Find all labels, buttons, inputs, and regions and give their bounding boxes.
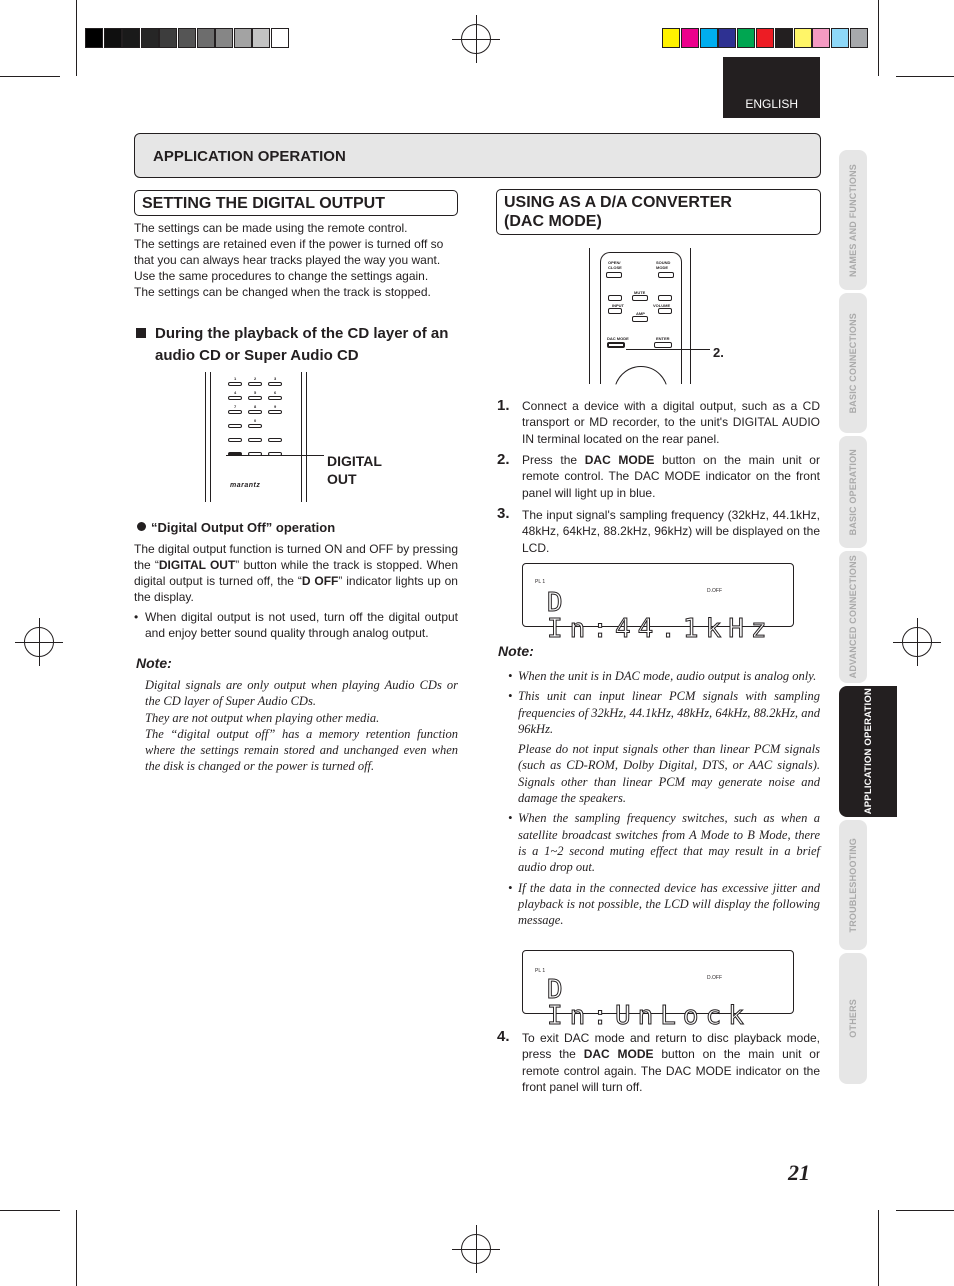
gray-swatch [178,28,196,48]
gray-swatch [159,28,177,48]
step-text [522,452,820,501]
remote-label: DAC MODE [607,336,629,341]
gray-swatch [141,28,159,48]
callout-line [226,455,324,456]
registration-mark [24,627,54,657]
callout-line [626,349,710,350]
color-swatch [737,28,755,48]
op-bold: D OFF [301,574,339,588]
op-paragraph [134,541,458,605]
op-text: The digital output function is turned ON and OFF by pressing the “ [134,542,458,572]
crop-mark [896,76,954,77]
note-line: They are not output when playing other media. [145,710,380,725]
gray-swatch [215,28,233,48]
note-line: Digital signals are only output when playing Audio CDs or the CD layer of Super Audio CDs. [145,678,458,709]
note-item: If the data in the connected device has excessive jitter and playback is not possible, the LCD will display the following message. [518,880,820,928]
left-note-title: Note: [136,655,172,671]
color-swatch [812,28,830,48]
remote-illustration-dac [589,248,691,384]
color-swatch [850,28,868,48]
left-heading: SETTING THE DIGITAL OUTPUT [142,195,385,212]
note-item: When the unit is in DAC mode, audio output is analog only. [518,669,817,683]
note-line: The “digital output off” has a memory retention function where the settings remain stored and unchanged even when the disk is changed or the power is turned off. [145,726,458,774]
op-text: ” indicator lights up on the display. [134,574,458,604]
op-text: ” button while the track is stopped. When digital output is turned off, the “ [134,558,459,588]
left-note-body [145,677,458,775]
dac-callout: 2. [713,345,724,360]
step-pre: Press the [522,453,585,467]
gray-swatch [234,28,252,48]
step-pre: To exit DAC mode and return to disc playback mode, press the [522,1031,820,1062]
color-swatch [831,28,849,48]
color-swatch [756,28,774,48]
intro-line: Use the same procedures to change the settings again. [134,269,429,283]
round-bullet-icon [137,522,146,531]
side-tab-names-functions[interactable] [839,150,867,290]
step-post: button on the main unit or remote control. The DAC MODE indicator on the front panel will light up in blue. [522,453,820,500]
crop-mark [878,1210,879,1286]
crop-mark [896,1210,954,1211]
page-number: 21 [788,1160,810,1185]
step-number: 3. [497,505,510,522]
registration-mark [461,1234,491,1264]
crop-mark [0,76,60,77]
crop-mark [0,1210,60,1211]
side-tab-label: BASIC OPERATION [848,448,858,536]
gray-swatch [197,28,215,48]
side-tab-label: OTHERS [848,999,858,1038]
crop-mark [76,0,77,76]
digital-out-callout: DIGITAL OUT [327,453,382,487]
side-tab-label: NAMES AND FUNCTIONS [848,163,858,277]
side-tab-label: APPLICATION OPERATION [862,688,874,815]
op-heading: “Digital Output Off” operation [151,520,336,535]
remote-brand: marantz [230,482,261,489]
op-bullet-text: When digital output is not used, turn off the digital output and enjoy better sound quality through analog output. [145,610,458,640]
language-tab [723,57,820,118]
square-bullet-icon [136,328,146,338]
step-number: 1. [497,397,510,414]
left-heading-box [134,190,458,216]
section-title: APPLICATION OPERATION [153,148,346,165]
step-bold: DAC MODE [583,1047,654,1062]
color-swatch [775,28,793,48]
left-subheading: During the playback of the CD layer of an audio CD or Super Audio CD [155,325,449,364]
side-tab-application-operation[interactable] [839,686,897,817]
intro-line: The settings can be made using the remote control. [134,221,408,235]
op-bullet: • When digital output is not used, turn off the digital output and enjoy better sound quality through analog output. [134,610,458,640]
remote-label: ENTER [656,336,670,341]
color-swatch [681,28,699,48]
remote-label: SOUND MODE [656,260,671,270]
step-text: Connect a device with a digital output, such as a CD transport or MD recorder, to the unit's DIGITAL AUDIO IN terminal located on the rear panel. [522,399,820,446]
side-tab-label: BASIC CONNECTIONS [848,312,858,414]
step-number: 4. [497,1028,510,1045]
remote-label: MUTE [634,290,646,295]
language-label: ENGLISH [745,97,798,111]
side-tab-others[interactable] [839,953,867,1084]
note-item: When the sampling frequency switches, such as when a satellite broadcast switches from A Mode to B Mode, there is a 1~2 second muting effect that may result in a brief audio drop out. [518,811,820,875]
lcd-indicator: PL 1 [535,968,546,974]
remote-label: VOLUME [653,303,671,308]
side-tab-troubleshooting[interactable] [839,820,867,950]
step-text: The input signal's sampling frequency (32kHz, 44.1kHz, 48kHz, 64kHz, 88.2kHz, 96kHz) will be displayed on the LCD. [522,508,820,555]
side-tab-label: TROUBLESHOOTING [848,837,858,933]
note-item: Please do not input signals other than linear PCM signals (such as CD-ROM, Dolby Digital, DTS, or AAC signals). Signals other than linear PCM may generate noise and damage the speakers. [518,742,820,806]
intro-line: The settings can be changed when the track is stopped. [134,285,431,299]
registration-mark [902,627,932,657]
lcd-indicator: D.OFF [707,588,722,594]
remote-label: AMP [636,311,645,316]
right-heading-line2: (DAC MODE) [504,213,602,230]
color-swatch [700,28,718,48]
step-number: 2. [497,451,510,468]
step-post: button on the main unit or remote control again. The DAC MODE indicator on the front panel will turn off. [522,1047,820,1094]
gray-swatch [104,28,122,48]
gray-swatch [85,28,103,48]
remote-illustration: 1 2 3 4 5 6 7 8 9 0 marantz [205,372,307,502]
right-heading-box [496,189,821,235]
side-tab-basic-operation[interactable] [839,436,867,548]
note-item: This unit can input linear PCM signals with sampling frequencies of 32kHz, 44.1kHz, 48kHz, 64kHz, 88.2kHz, and 96kHz. [518,689,820,736]
color-swatch [662,28,680,48]
right-heading-line1: USING AS A D/A CONVERTER [504,194,732,211]
side-tab-basic-connections[interactable] [839,293,867,433]
gray-swatch [271,28,289,48]
gray-swatch [122,28,140,48]
op-bold: DIGITAL OUT [158,558,236,572]
side-tab-advanced-connections[interactable] [839,551,867,683]
step-text [522,1030,820,1095]
lcd-text: D In:UnLock [547,975,751,1031]
right-note-title: Note: [498,643,534,659]
intro-line: The settings are retained even if the power is turned off so that you can always hear tracks played the way you want. [134,237,444,267]
remote-label: INPUT [612,303,624,308]
lcd-display [522,563,794,644]
side-tab-label: ADVANCED CONNECTIONS [848,555,858,679]
lcd-indicator: D.OFF [707,975,722,981]
lcd-text: D In:44.1kHz [547,588,774,644]
lcd-display [522,950,794,1031]
crop-mark [76,1210,77,1286]
left-intro [134,220,459,300]
section-header-bar [134,133,821,178]
step-bold: DAC MODE [584,453,655,467]
lcd-indicator: PL 1 [535,579,546,585]
color-swatch [718,28,736,48]
crop-mark [878,0,879,76]
registration-mark [461,24,491,54]
color-swatch [794,28,812,48]
right-note-body: • When the unit is in DAC mode, audio output is analog only. • This unit can input linear PCM signals with sampling frequencies of 32kHz, 44.1kHz, 48kHz, 64kHz, 88.2kHz, and 96kHz. Please do not input signals other than linear PCM signals (such as CD-ROM, Dolby Digital, DTS, or AAC signals). Signals other than linear PCM may generate noise and damage the speakers. • When the sampling frequency switches, such as when a satellite broadcast switches from A Mode to B Mode, there is a 1~2 second muting effect that may result in a brief audio drop out. • If the data in the connected device has excessive jitter and playback is not possible, the LCD will display the following message. [508,669,820,928]
remote-label: OPEN/ CLOSE [608,260,622,270]
gray-swatch [252,28,270,48]
